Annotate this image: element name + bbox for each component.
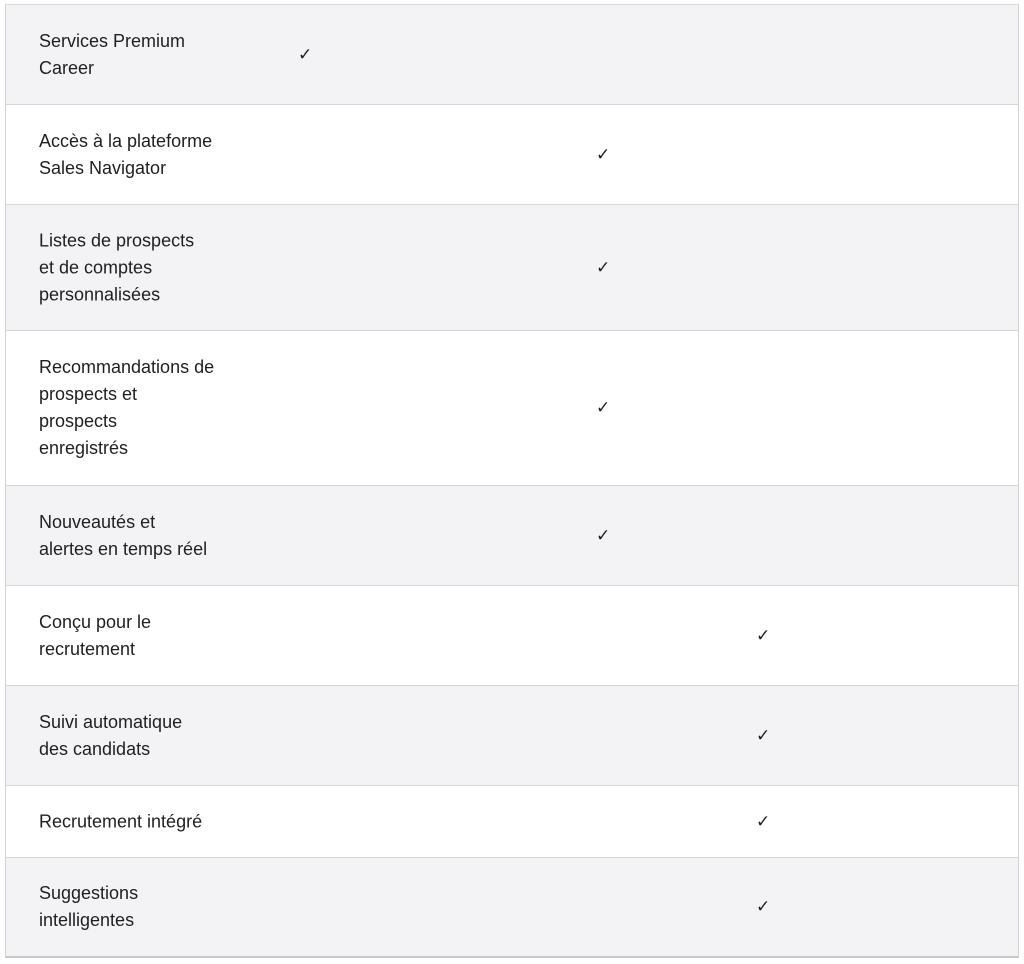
checkmark-icon: ✓	[298, 44, 313, 65]
feature-label: Services Premium Career	[39, 30, 186, 78]
table-row	[6, 485, 1018, 585]
feature-label: Recrutement intégré	[39, 811, 203, 831]
checkmark-icon: ✓	[756, 625, 771, 646]
table-row	[6, 857, 1018, 956]
checkmark-icon: ✓	[756, 811, 771, 832]
feature-comparison-table	[5, 4, 1019, 958]
checkmark-icon: ✓	[596, 398, 611, 418]
checkmark-icon: ✓	[596, 144, 611, 165]
feature-label: Suggestions intelligentes	[39, 883, 139, 930]
checkmark-icon: ✓	[596, 257, 611, 278]
feature-label: Accès à la plateforme Sales Navigator	[39, 130, 213, 178]
feature-label: Suivi automatique des candidats	[39, 711, 183, 759]
table-row	[6, 585, 1018, 685]
checkmark-icon: ✓	[596, 525, 611, 546]
checkmark-icon: ✓	[756, 725, 771, 746]
table-row	[6, 785, 1018, 857]
table-row	[6, 204, 1018, 330]
feature-label: Listes de prospects et de comptes personnalisées	[39, 230, 195, 304]
feature-label: Conçu pour le recrutement	[39, 611, 152, 659]
table-row	[6, 104, 1018, 204]
feature-label: Recommandations de prospects et prospects enregistrés	[39, 357, 215, 458]
table-row	[6, 4, 1018, 104]
table-row	[6, 330, 1018, 485]
table-row	[6, 685, 1018, 785]
checkmark-icon: ✓	[756, 897, 771, 917]
feature-label: Nouveautés et alertes en temps réel	[39, 511, 208, 559]
